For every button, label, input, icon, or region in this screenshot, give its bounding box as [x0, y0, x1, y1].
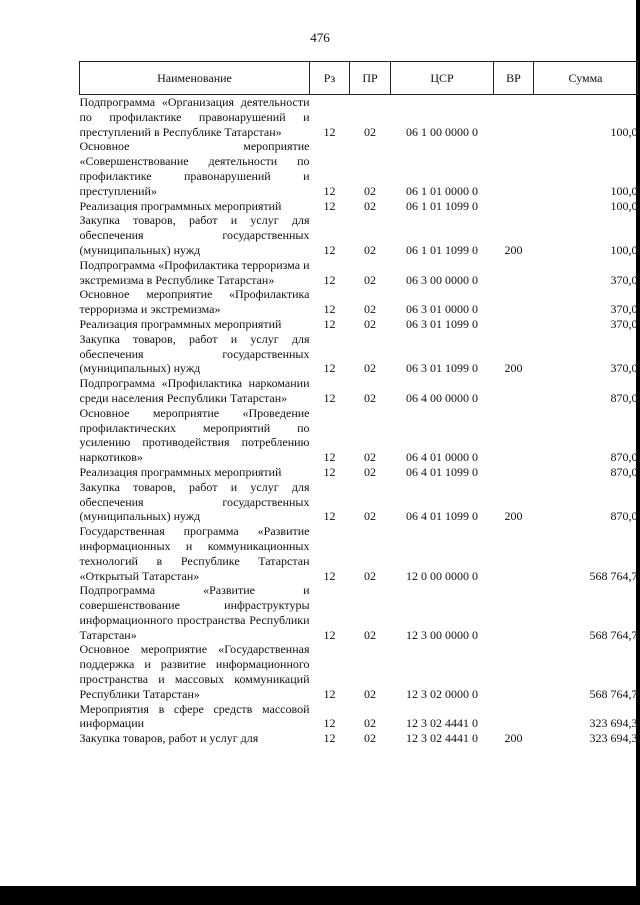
- row-sum: 870,0: [610, 509, 638, 524]
- table-row: [80, 199, 638, 214]
- table-row: [80, 95, 638, 140]
- row-pr: 02: [364, 361, 376, 376]
- page-number: 476: [310, 30, 330, 45]
- row-pr: 02: [364, 627, 376, 642]
- header-name: Наименование: [80, 62, 310, 95]
- row-name: Основное мероприятие «Проведение профилактических мероприятий по усилению противодействия потреблению наркотиков»: [79, 405, 310, 465]
- row-rz: 12: [323, 124, 336, 139]
- header-csr: ЦСР: [391, 62, 494, 95]
- row-rz: 12: [323, 509, 336, 524]
- row-name: Закупка товаров, работ и услуг для обеспечения государственных (муниципальных) нужд: [79, 479, 310, 524]
- row-sum: 870,0: [610, 464, 638, 479]
- row-pr: 02: [364, 716, 376, 731]
- row-vr: [494, 199, 534, 214]
- row-sum: 370,0: [610, 316, 638, 331]
- row-name: Реализация программных мероприятий: [79, 198, 282, 213]
- row-vr: [494, 406, 534, 465]
- row-rz: 12: [323, 272, 336, 287]
- row-vr: [494, 376, 534, 406]
- row-vr: 200: [504, 242, 523, 257]
- table-row: [80, 139, 638, 198]
- row-rz: 12: [323, 198, 336, 213]
- row-pr: 02: [364, 198, 376, 213]
- row-name: Закупка товаров, работ и услуг для: [79, 731, 259, 746]
- row-name: Мероприятия в сфере средств массовой информации: [79, 701, 310, 731]
- row-vr: [494, 524, 534, 583]
- row-name: Закупка товаров, работ и услуг для обеспечения государственных (муниципальных) нужд: [79, 213, 310, 257]
- row-rz: 12: [323, 464, 336, 479]
- row-sum: 370,0: [610, 302, 638, 317]
- row-name: Закупка товаров, работ и услуг для обеспечения государственных (муниципальных) нужд: [79, 331, 310, 376]
- row-pr: 02: [364, 242, 376, 257]
- row-name: Подпрограмма «Организация деятельности по профилактике правонарушений и преступлений в Республике Татарстан»: [79, 95, 310, 139]
- header-rz: Рз: [310, 62, 350, 95]
- row-vr: 200: [504, 361, 523, 376]
- row-sum: 323 694,3: [589, 731, 638, 746]
- row-name: Государственная программа «Развитие информационных и коммуникационных технологий в Республике Татарстан «Открытый Татарстан»: [79, 524, 310, 583]
- row-name: Подпрограмма «Профилактика терроризма и экстремизма в Республике Татарстан»: [79, 257, 310, 287]
- row-vr: [494, 317, 534, 332]
- header-vr: ВР: [494, 62, 534, 95]
- row-csr: 12 3 02 0000 0: [406, 686, 478, 701]
- row-rz: 12: [323, 716, 336, 731]
- row-name: Реализация программных мероприятий: [79, 316, 282, 331]
- table-row: [80, 317, 638, 332]
- row-pr: 02: [364, 124, 376, 139]
- row-csr: 06 4 01 0000 0: [406, 450, 478, 465]
- row-vr: [494, 702, 534, 732]
- scan-border-bottom: [0, 886, 640, 905]
- row-csr: 06 3 01 0000 0: [406, 302, 478, 317]
- row-sum: 870,0: [610, 450, 638, 465]
- table-row: [80, 213, 638, 257]
- row-name: Подпрограмма «Развитие и совершенствование инфраструктуры информационного пространства Республики Татарстан»: [79, 583, 310, 642]
- row-sum: 568 764,7: [589, 627, 638, 642]
- table-row: [80, 287, 638, 317]
- row-sum: 870,0: [610, 390, 638, 405]
- row-sum: 100,0: [610, 183, 638, 198]
- row-sum: 100,0: [610, 124, 638, 139]
- row-pr: 02: [364, 509, 376, 524]
- header-pr: ПР: [350, 62, 391, 95]
- table-header-row: [80, 62, 638, 95]
- row-vr: [494, 95, 534, 140]
- row-sum: 323 694,3: [589, 716, 638, 731]
- row-pr: 02: [364, 450, 376, 465]
- row-sum: 100,0: [610, 198, 638, 213]
- table-row: [80, 731, 638, 746]
- row-sum: 100,0: [610, 242, 638, 257]
- row-name: Подпрограмма «Профилактика наркомании среди населения Республики Татарстан»: [79, 376, 310, 405]
- row-pr: 02: [364, 316, 376, 331]
- row-vr: [494, 287, 534, 317]
- header-sum: Сумма: [534, 62, 638, 95]
- row-pr: 02: [364, 390, 376, 405]
- row-vr: [494, 465, 534, 480]
- row-pr: 02: [364, 272, 376, 287]
- row-rz: 12: [323, 183, 336, 198]
- table-row: [80, 480, 638, 524]
- row-sum: 370,0: [610, 361, 638, 376]
- row-csr: 06 1 01 1099 0: [406, 198, 478, 213]
- row-vr: [494, 642, 534, 701]
- row-csr: 12 3 02 4441 0: [406, 716, 478, 731]
- row-csr: 12 3 00 0000 0: [406, 627, 478, 642]
- table-row: [80, 332, 638, 376]
- budget-table: [79, 61, 638, 746]
- row-sum: 568 764,7: [589, 686, 638, 701]
- row-name: Основное мероприятие «Совершенствование деятельности по профилактике правонарушений и преступлений»: [79, 139, 310, 198]
- row-rz: 12: [323, 568, 336, 583]
- row-vr: 200: [504, 731, 523, 746]
- row-csr: 12 3 02 4441 0: [406, 731, 478, 746]
- row-csr: 06 1 01 0000 0: [406, 183, 478, 198]
- row-rz: 12: [323, 686, 336, 701]
- row-vr: [494, 139, 534, 198]
- row-pr: 02: [364, 686, 376, 701]
- row-csr: 06 3 01 1099 0: [406, 316, 478, 331]
- row-pr: 02: [364, 302, 376, 317]
- row-sum: 370,0: [610, 272, 638, 287]
- row-vr: [494, 258, 534, 288]
- row-csr: 06 1 01 1099 0: [406, 242, 478, 257]
- row-vr: 200: [504, 509, 523, 524]
- table-row: [80, 376, 638, 406]
- row-rz: 12: [323, 242, 336, 257]
- table-row: [80, 642, 638, 701]
- row-pr: 02: [364, 568, 376, 583]
- table-row: [80, 258, 638, 288]
- row-rz: 12: [323, 390, 336, 405]
- row-pr: 02: [364, 464, 376, 479]
- row-rz: 12: [323, 302, 336, 317]
- row-csr: 06 3 01 1099 0: [406, 361, 478, 376]
- table-row: [80, 583, 638, 642]
- row-pr: 02: [364, 183, 376, 198]
- row-name: Основное мероприятие «Государственная поддержка и развитие информационного пространства и массовых коммуникаций Республики Татарстан»: [79, 642, 310, 701]
- row-csr: 06 4 01 1099 0: [406, 464, 478, 479]
- table-row: [80, 524, 638, 583]
- row-csr: 06 1 00 0000 0: [406, 124, 478, 139]
- row-name: Реализация программных мероприятий: [79, 464, 282, 479]
- row-pr: 02: [364, 731, 376, 746]
- table-row: [80, 465, 638, 480]
- table-row: [80, 406, 638, 465]
- row-csr: 06 3 00 0000 0: [406, 272, 478, 287]
- row-csr: 12 0 00 0000 0: [406, 568, 478, 583]
- row-name: Основное мероприятие «Профилактика терроризма и экстремизма»: [79, 287, 310, 317]
- row-rz: 12: [323, 316, 336, 331]
- row-vr: [494, 583, 534, 642]
- row-rz: 12: [323, 627, 336, 642]
- row-rz: 12: [323, 450, 336, 465]
- row-csr: 06 4 00 0000 0: [406, 390, 478, 405]
- row-csr: 06 4 01 1099 0: [406, 509, 478, 524]
- table-row: [80, 702, 638, 732]
- row-sum: 568 764,7: [589, 568, 638, 583]
- row-rz: 12: [323, 731, 336, 746]
- row-rz: 12: [323, 361, 336, 376]
